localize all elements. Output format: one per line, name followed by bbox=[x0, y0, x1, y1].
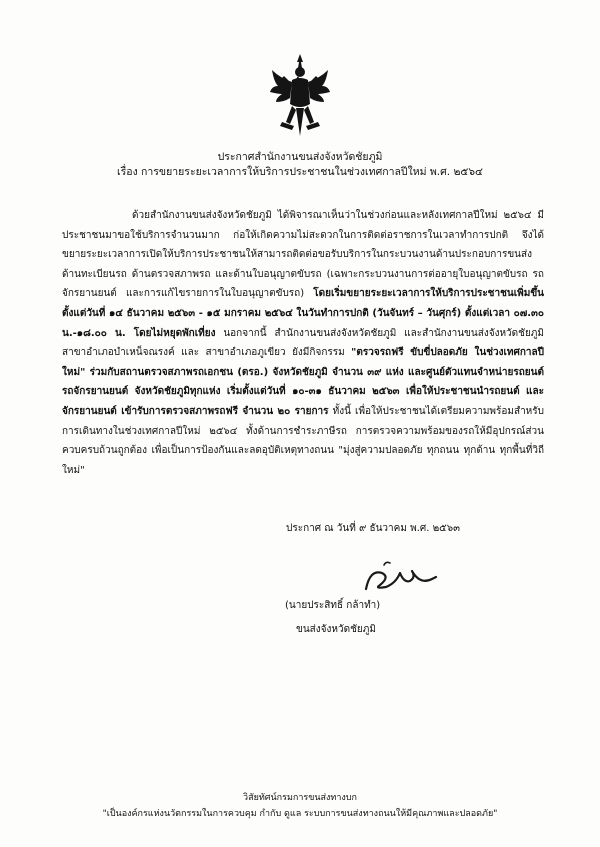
announcement-date: ประกาศ ณ วันที่ ๙ ธันวาคม พ.ศ. ๒๕๖๓ bbox=[286, 523, 460, 534]
body-paragraph bbox=[62, 206, 544, 480]
vision-title: วิสัยทัศน์กรมการขนส่งทางบก bbox=[243, 793, 357, 803]
announcement-body bbox=[62, 206, 544, 480]
handwritten-signature bbox=[360, 559, 440, 595]
announcement-issuer: ประกาศสำนักงานขนส่งจังหวัดชัยภูมิ bbox=[217, 151, 383, 163]
garuda-emblem-icon bbox=[268, 52, 332, 140]
body-text-hours: โดยเริ่มขยายระยะเวลาการให้บริการประชาชนเพิ่มขึ้น ตั้งแต่วันที่ ๑๔ ธันวาคม ๒๕๖๓ - ๑๕ มกราคม ๒๕๖๔ ในวันทำการปกติ (วันจันทร์ – วันศุกร์) ตั้งแต่เวลา ๐๗.๓๐ น.-๑๘.๐๐ น. โดยไม่หยุดพักเที่ยง bbox=[62, 288, 544, 339]
body-text-activity: นอกจากนี้ สำนักงานขนส่งจังหวัดชัยภูมิ และสำนักงานขนส่งจังหวัดชัยภูมิ สาขาอำเภอบำเหน็จณรงค์ และ สาขาอำเภอภูเขียว ยังมีกิจกรรม bbox=[62, 327, 544, 359]
announcement-subject: เรื่อง การขยายระยะเวลาการให้บริการประชาชนในช่วงเทศกาลปีใหม่ พ.ศ. ๒๕๖๔ bbox=[117, 166, 483, 178]
body-text-campaign: "ตรวจรถฟรี ขับขี่ปลอดภัย ในช่วงเทศกาลปีใหม่" ร่วมกับสถานตรวจสภาพรถเอกชน (ตรอ.) จังหวัดชัยภูมิ จำนวน ๓๙ แห่ง และศูนย์ตัวแทนจำหน่ายรถยนต์ รถจักรยานยนต์ จังหวัดชัยภูมิทุกแห่ง เริ่มตั้งแต่วันที่ ๑๐-๓๑ ธันวาคม ๒๕๖๓ เพื่อให้ประชาชนนำรถยนต์ และจักรยานยนต์ เข้ารับการตรวจสภาพรถฟรี จำนวน ๒๐ รายการ bbox=[62, 347, 544, 417]
body-text-closing: ทั้งนี้ เพื่อให้ประชาชนได้เตรียมความพร้อมสำหรับการเดินทางในช่วงเทศกาลปีใหม่ ๒๕๖๔ ทั้งด้านการชำระภาษีรถ การตรวจความพร้อมของรถให้มีอุปกรณ์ส่วนควบครบถ้วนถูกต้อง เพื่อเป็นการป้องกันและลดอุบัติเหตุทางถนน "มุ่งสู่ความปลอดภัย ทุกถนน ทุกด้าน ทุกพื้นที่วิถีใหม่" bbox=[62, 405, 544, 476]
signatory-title: ขนส่งจังหวัดชัยภูมิ bbox=[296, 624, 376, 635]
signatory-name: (นายประสิทธิ์ กล้าทำ) bbox=[285, 600, 381, 611]
body-text-intro: ด้วยสำนักงานขนส่งจังหวัดชัยภูมิ ได้พิจารณาเห็นว่าในช่วงก่อนและหลังเทศกาลปีใหม่ ๒๕๖๔ มีประชาชนมาขอใช้บริการจำนวนมาก ก่อให้เกิดความไม่สะดวกในการติดต่อราชการในเวลาทำการปกติ จึงได้ขยายระยะเวลาการเปิดให้บริการประชาชนให้สามารถติดต่อขอรับบริการในกระบวนงานด้านประกอบการขนส่ง ด้านทะเบียนรถ ด้านตรวจสภาพรถ และด้านใบอนุญาตขับรถ (เฉพาะกระบวนงานการต่ออายุใบอนุญาตขับรถ รถจักรยานยนต์ และการแก้ไขรายการในใบอนุญาตขับรถ) bbox=[62, 210, 544, 300]
vision-text: "เป็นองค์กรแห่งนวัตกรรมในการควบคุม กำกับ ดูแล ระบบการขนส่งทางถนนให้มีคุณภาพและปลอดภัย" bbox=[102, 809, 498, 819]
